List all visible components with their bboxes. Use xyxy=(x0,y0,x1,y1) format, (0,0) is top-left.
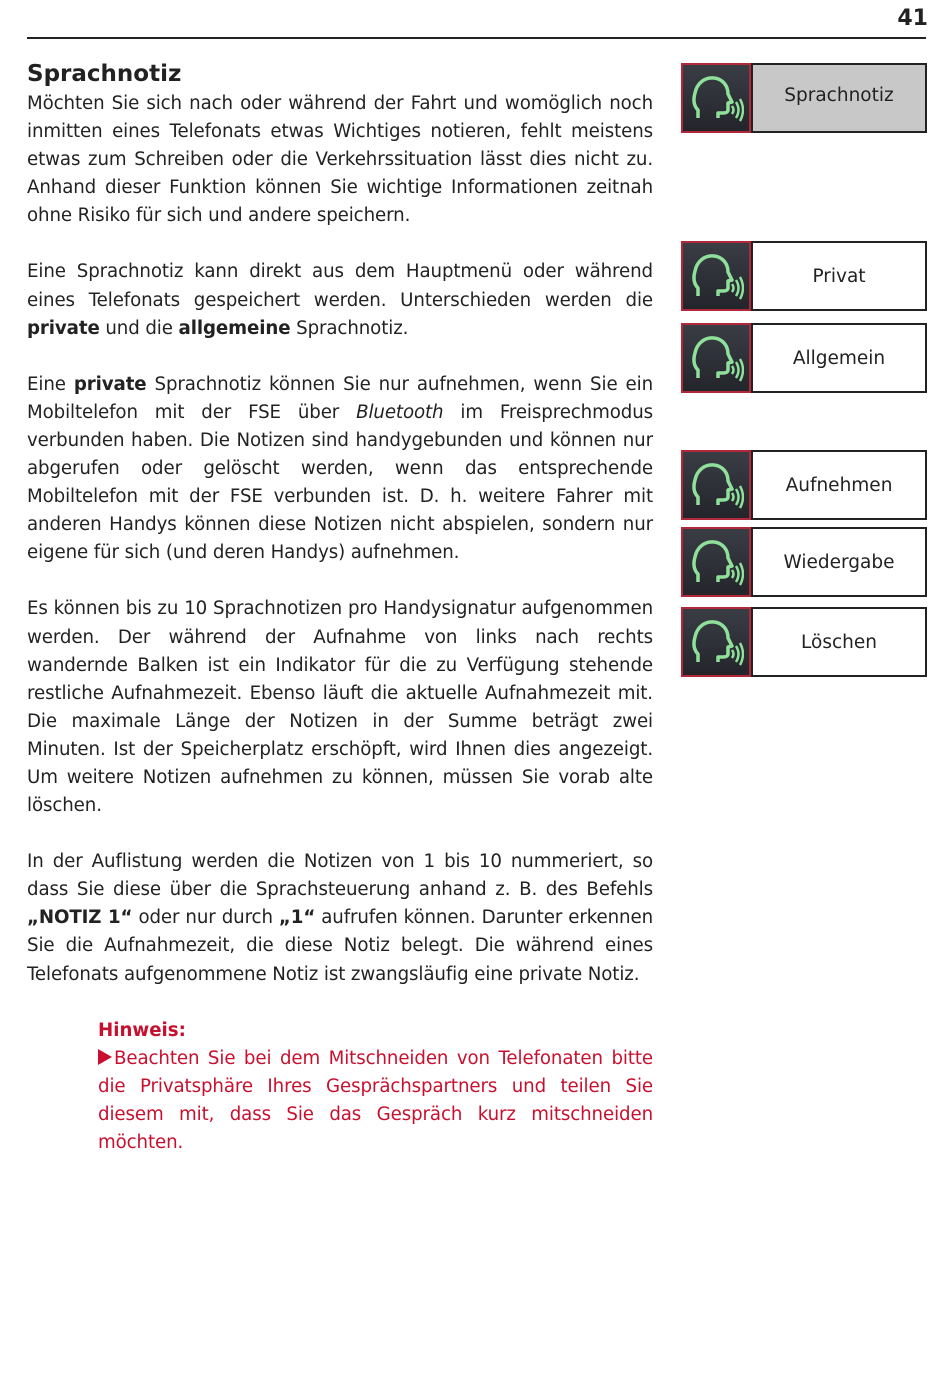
bold-term: private xyxy=(73,373,147,395)
bold-term: „NOTIZ 1“ xyxy=(27,907,133,929)
hint-text xyxy=(98,1045,653,1157)
menu-label-loeschen: Löschen xyxy=(751,607,927,677)
hint-box xyxy=(98,1017,653,1157)
menu-label-allgemein: Allgemein xyxy=(751,323,927,393)
hint-body: Beachten Sie bei dem Mitschneiden von Telefonaten bitte die Privatsphäre Ihres Gesprächspartners und teilen Sie diesem mit, dass Sie das Gespräch kurz mitschneiden möchten. xyxy=(98,1047,653,1153)
arrow-right-icon xyxy=(98,1049,112,1065)
header-rule xyxy=(27,37,926,39)
text-span: und die xyxy=(99,317,179,339)
menu-item-wiedergabe[interactable] xyxy=(681,527,927,597)
speaking-head-icon xyxy=(681,450,751,520)
text-span: Sprachnotiz. xyxy=(290,317,409,339)
menu-label-aufnehmen: Aufnehmen xyxy=(751,450,927,520)
text-span: Eine Sprachnotiz kann direkt aus dem Hauptmenü oder während eines Telefonats gespeichert werden. Unterschieden werden die xyxy=(27,261,653,311)
menu-item-sprachnotiz[interactable] xyxy=(681,63,927,133)
page-number: 41 xyxy=(897,6,928,31)
page-title: Sprachnotiz xyxy=(27,61,182,87)
speaking-head-icon xyxy=(681,241,751,311)
menu-item-aufnehmen[interactable] xyxy=(681,450,927,520)
menu-label-wiedergabe: Wiedergabe xyxy=(751,527,927,597)
menu-item-privat[interactable] xyxy=(681,241,927,311)
menu-item-loeschen[interactable] xyxy=(681,607,927,677)
text-span: im Freisprechmodus verbunden haben. Die Notizen sind handygebunden und können nur abgerufen oder gelöscht werden, wenn das entsprechende Mobiltelefon mit der FSE verbunden ist. D. h. weitere Fahrer mit anderen Handys können diese Notizen nicht abspielen, sondern nur eigene für sich (und deren Handys) aufnehmen. xyxy=(27,401,653,564)
bold-term: „1“ xyxy=(278,907,316,929)
paragraph-types xyxy=(27,258,653,342)
paragraph-intro: Möchten Sie sich nach oder während der Fahrt und womöglich noch inmitten eines Telefonats etwas Wichtiges notieren, fehlt meistens etwas zum Schreiben oder die Verkehrssituation lässt dies nicht zu. Anhand dieser Funktion können Sie wichtige Informationen zeitnah ohne Risiko für sich und andere speichern. xyxy=(27,93,653,227)
text-span: oder nur durch xyxy=(132,907,279,929)
paragraph-listing xyxy=(27,848,653,988)
menu-item-allgemein[interactable] xyxy=(681,323,927,393)
main-text xyxy=(27,58,653,1157)
speaking-head-icon xyxy=(681,607,751,677)
italic-term: Bluetooth xyxy=(356,401,444,423)
text-span: In der Auflistung werden die Notizen von 1 bis 10 nummeriert, so dass Sie diese über die Sprachsteuerung anhand z. B. des Befehls xyxy=(27,851,653,901)
paragraph-limits: Es können bis zu 10 Sprachnotizen pro Handysignatur aufgenommen werden. Der während der Aufnahme von links nach rechts wandernde Balken ist ein Indikator für die zu Verfügung stehende restliche Aufnahmezeit. Ebenso läuft die aktuelle Aufnahmezeit mit. Die maximale Länge der Notizen in der Summe beträgt zwei Minuten. Ist der Speicherplatz erschöpft, wird Ihnen dies angezeigt. Um weitere Notizen aufnehmen zu können, müssen Sie vorab alte löschen. xyxy=(27,598,653,817)
speaking-head-icon xyxy=(681,63,751,133)
menu-label-sprachnotiz: Sprachnotiz xyxy=(751,63,927,133)
bold-term: private xyxy=(27,317,100,339)
text-span: Sprachnotiz können Sie nur aufnehmen, wenn Sie ein Mobiltelefon mit der FSE über xyxy=(27,373,653,423)
speaking-head-icon xyxy=(681,323,751,393)
hint-title: Hinweis: xyxy=(98,1019,186,1041)
paragraph-private xyxy=(27,371,653,568)
speaking-head-icon xyxy=(681,527,751,597)
text-span: aufrufen können. Darunter erkennen Sie die Aufnahmezeit, die diese Notiz belegt. Die während eines Telefonats aufgenommene Notiz ist zwangsläufig eine private Notiz. xyxy=(27,907,653,985)
menu-label-privat: Privat xyxy=(751,241,927,311)
bold-term: allgemeine xyxy=(178,317,291,339)
text-span: Eine xyxy=(27,373,74,395)
